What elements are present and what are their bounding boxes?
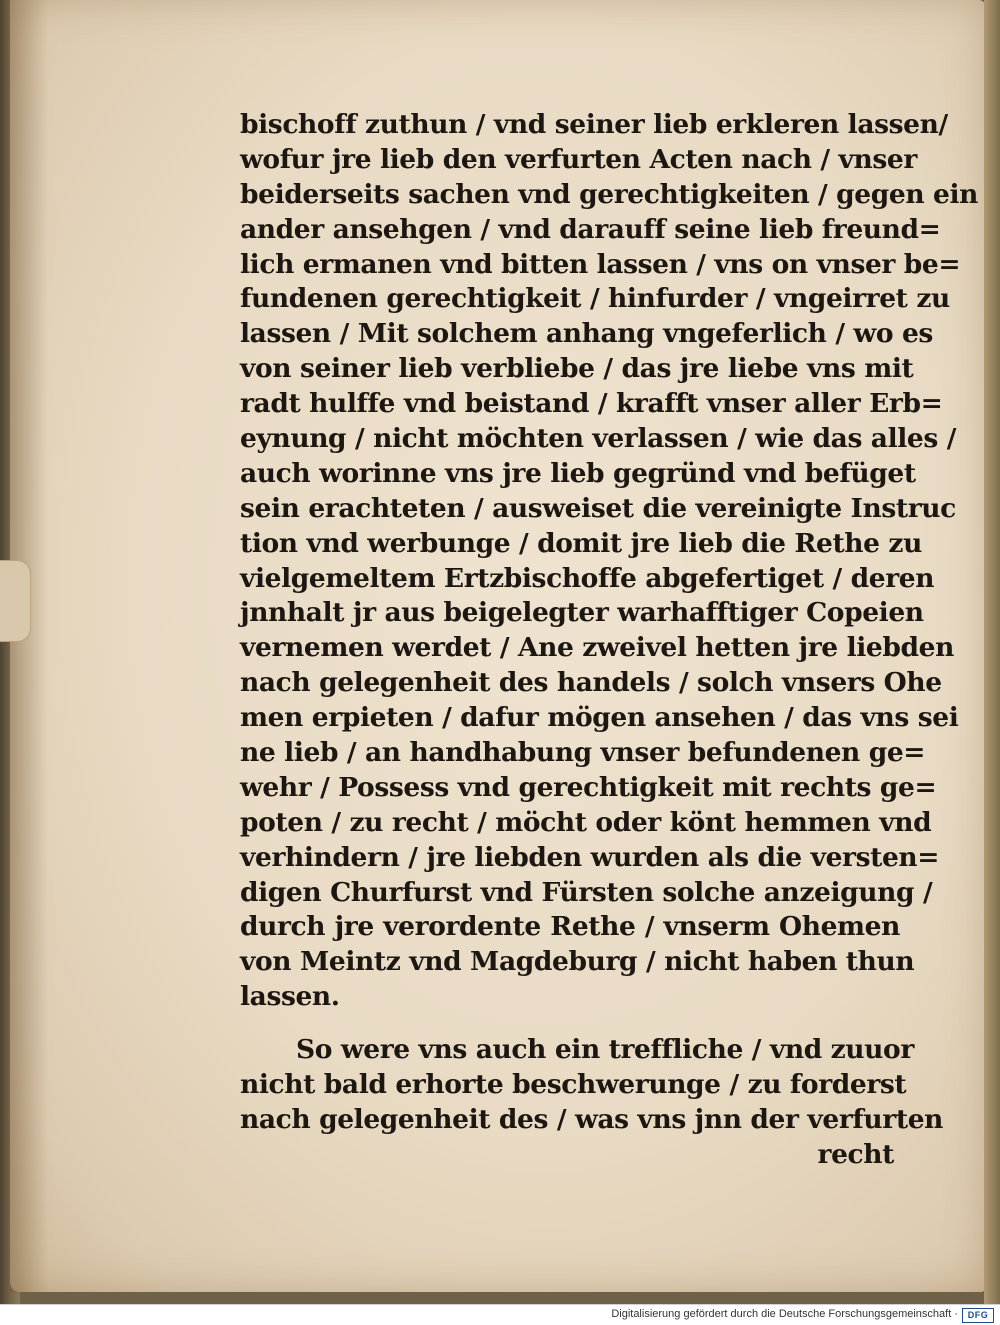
text-line: nicht bald erhorte beschwerunge / zu forderst [240, 1069, 907, 1101]
text-line: auch worinne vns jre lieb gegründ vnd befüget [240, 457, 916, 489]
text-line: men erpieten / dafur mögen ansehen / das vns sei [240, 702, 959, 734]
text-line: von Meintz vnd Magdeburg / nicht haben thun [240, 946, 915, 978]
text-line: wofur jre lieb den verfurten Acten nach / vnser [240, 143, 917, 175]
text-line: eynung / nicht möchten verlassen / wie das alles / [240, 423, 956, 455]
text-line: lich ermanen vnd bitten lassen / vns on vnser be= [240, 248, 961, 280]
text-line: verhindern / jre liebden wurden als die versten= [240, 841, 940, 873]
text-line: nach gelegenheit des handels / solch vnsers Ohe [240, 667, 942, 699]
text-line: So were vns auch ein treffliche / vnd zuuor [296, 1034, 914, 1066]
text-line: jnnhalt jr aus beigelegter warhafftiger Copeien [240, 597, 924, 629]
text-line: ander ansehgen / vnd darauff seine lieb freund= [240, 213, 941, 245]
text-line: tion vnd werbunge / domit jre lieb die Rethe zu [240, 527, 922, 559]
text-line: nach gelegenheit des / was vns jnn der verfurten [240, 1103, 944, 1135]
digitization-footer [0, 1304, 1000, 1325]
book-right-edge [984, 0, 1000, 1304]
text-line: bischoff zuthun / vnd seiner lieb erkleren lassen/ [240, 109, 948, 140]
text-line: vernemen werdet / Ane zweivel hetten jre liebden [240, 632, 954, 664]
text-line: beiderseits sachen vnd gerechtigkeiten / gegen ein [240, 178, 979, 210]
text-line: vielgemeltem Ertzbischoffe abgefertiget / deren [240, 562, 935, 594]
text-line: lassen. [240, 981, 340, 1013]
text-line: digen Churfurst vnd Fürsten solche anzeigung / [240, 876, 933, 908]
paragraph-gap [240, 1015, 900, 1033]
text-line: ne lieb / an handhabung vnser befundenen ge= [240, 737, 926, 769]
dfg-logo-icon[interactable]: DFG [962, 1308, 994, 1323]
body-text [240, 108, 979, 1173]
page-clip-tab [0, 560, 31, 642]
catchword: recht [817, 1138, 894, 1170]
text-line: von seiner lieb verbliebe / das jre liebe vns mit [240, 353, 914, 385]
page-gutter-shadow [10, 0, 48, 1292]
text-line: fundenen gerechtigkeit / hinfurder / vngeirret zu [240, 283, 950, 315]
text-line: wehr / Possess vnd gerechtigkeit mit rechts ge= [240, 771, 937, 803]
text-line: poten / zu recht / möcht oder könt hemmen vnd [240, 806, 932, 838]
text-line: sein erachteten / ausweiset die vereinigte Instruc [240, 492, 956, 524]
funding-credit: Digitalisierung gefördert durch die Deutsche Forschungsgemeinschaft · [611, 1308, 958, 1320]
text-line: lassen / Mit solchem anhang vngeferlich / wo es [240, 318, 933, 350]
text-line: durch jre verordente Rethe / vnserm Ohemen [240, 911, 900, 943]
text-line: radt hulffe vnd beistand / krafft vnser aller Erb= [240, 388, 943, 420]
